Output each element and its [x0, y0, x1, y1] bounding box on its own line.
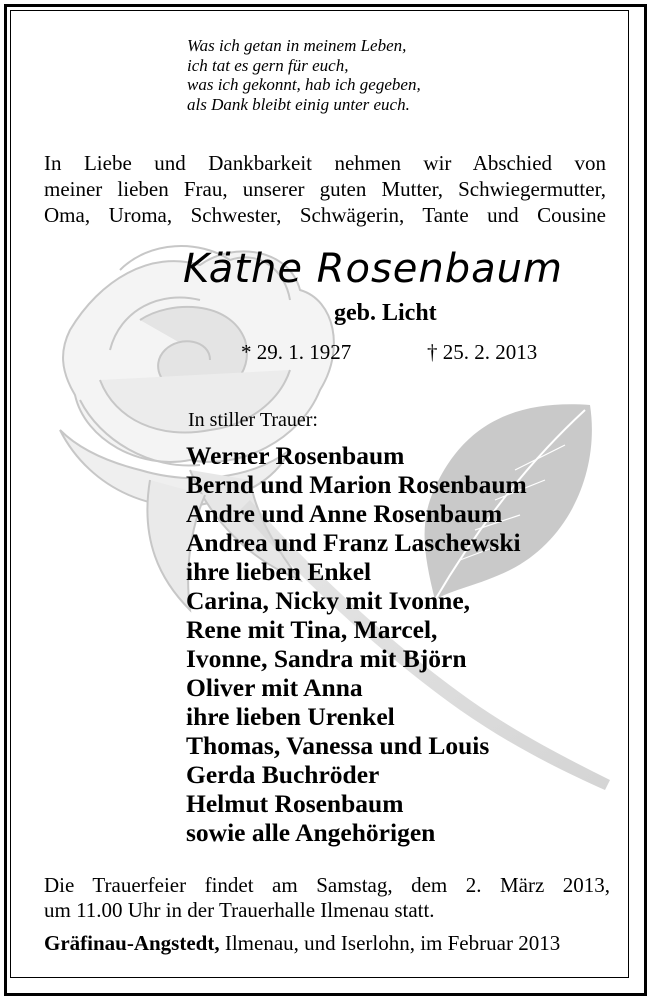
poem-line: Was ich getan in meinem Leben, [187, 36, 407, 55]
intro-line: In Liebe und Dankbarkeit nehmen wir Abschied von [44, 151, 606, 175]
place-and-date [44, 931, 560, 956]
birth-name: geb. Licht [334, 300, 437, 326]
mourner-entry: Gerda Buchröder [186, 760, 380, 789]
mourner-entry: Werner Rosenbaum [186, 441, 405, 470]
intro-text [44, 150, 606, 228]
service-info [44, 873, 610, 923]
poem-line: ich tat es gern für euch, [187, 55, 349, 75]
place-rest: Ilmenau, und Iserlohn, im Februar 2013 [219, 931, 561, 955]
place-primary: Gräfinau-Angstedt, [44, 931, 220, 955]
mourners-list [186, 441, 527, 847]
mourner-entry: sowie alle Angehörigen [186, 818, 436, 847]
memorial-poem [187, 36, 421, 114]
birth-date: * 29. 1. 1927 [241, 340, 352, 364]
mourner-entry: Andre und Anne Rosenbaum [186, 499, 503, 528]
mourner-entry: Helmut Rosenbaum [186, 789, 404, 818]
death-date: † 25. 2. 2013 [427, 340, 538, 364]
mourner-entry: ihre lieben Urenkel [186, 702, 395, 731]
mourner-entry: ihre lieben Enkel [186, 557, 372, 586]
service-line: um 11.00 Uhr in der Trauerhalle Ilmenau statt. [44, 898, 435, 922]
intro-line: meiner lieben Frau, unserer guten Mutter, Schwiegermutter, [44, 177, 606, 201]
mourner-entry: Ivonne, Sandra mit Björn [186, 644, 467, 673]
mourning-heading: In stiller Trauer: [188, 409, 318, 431]
mourner-entry: Thomas, Vanessa und Louis [186, 731, 490, 760]
mourner-entry: Andrea und Franz Laschewski [186, 528, 521, 557]
poem-line: als Dank bleibt einig unter euch. [187, 94, 410, 114]
mourner-entry: Carina, Nicky mit Ivonne, [186, 586, 471, 615]
service-line: Die Trauerfeier findet am Samstag, dem 2. März 2013, [44, 873, 610, 897]
intro-line: Oma, Uroma, Schwester, Schwägerin, Tante und Cousine [44, 203, 606, 227]
deceased-name: Käthe Rosenbaum [183, 246, 563, 292]
mourner-entry: Oliver mit Anna [186, 673, 363, 702]
mourner-entry: Rene mit Tina, Marcel, [186, 615, 438, 644]
mourner-entry: Bernd und Marion Rosenbaum [186, 470, 527, 499]
poem-line: was ich gekonnt, hab ich gegeben, [187, 75, 421, 94]
